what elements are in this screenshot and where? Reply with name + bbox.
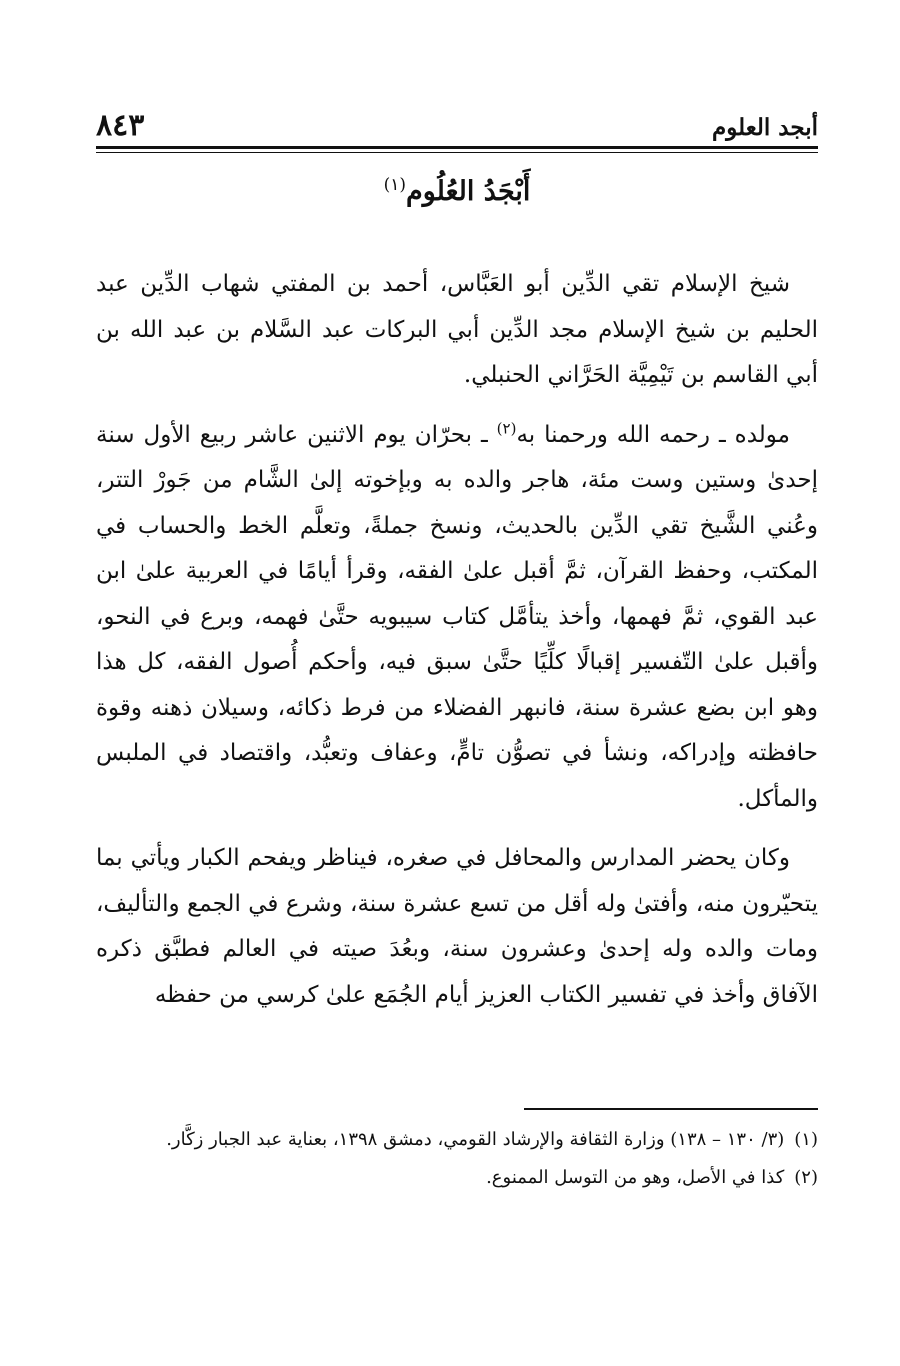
- footnote-separator: [524, 1108, 818, 1110]
- footnote-1-text: (٣/ ١٣٠ – ١٣٨) وزارة الثقافة والإرشاد القومي، دمشق ١٣٩٨، بعناية عبد الجبار زكَّار.: [166, 1129, 785, 1150]
- footnotes: [96, 1122, 818, 1198]
- footnote-2-text: كذا في الأصل، وهو من التوسل الممنوع.: [486, 1167, 785, 1188]
- section-title-text: أَبْجَدُ العُلُوم: [406, 176, 531, 207]
- footnote-1: [96, 1122, 818, 1158]
- header-rule-thick: [96, 146, 818, 149]
- paragraph-1: شيخ الإسلام تقي الدِّين أبو العَبَّاس، أحمد بن المفتي شهاب الدِّين عبد الحليم بن شيخ الإسلام مجد الدِّين أبي البركات عبد السَّلام بن عبد الله بن أبي القاسم بن تَيْمِيَّة الحَرَّاني الحنبلي.: [96, 271, 818, 388]
- running-header: [96, 108, 818, 148]
- paragraph-2: [96, 413, 818, 823]
- paragraph-2-rest: ـ بحرّان يوم الاثنين عاشر ربيع الأول سنة إحدىٰ وستين وست مئة، هاجر والده به وبإخوته إلىٰ الشَّام من جَورْ التتر، وعُني الشَّيخ تقي الدِّين بالحديث، ونسخ جملةً، وتعلَّم الخط والحساب في المكتب، وحفظ القرآن، ثمَّ أقبل علىٰ الفقه، وقرأ أيامًا في العربية علىٰ ابن عبد القوي، ثمَّ فهمها، وأخذ يتأمَّل كتاب سيبويه حتَّىٰ فهمه، وبرع في النحو، وأقبل علىٰ التّفسير إقبالًا كلِّيًا حتَّىٰ سبق فيه، وأحكم أُصول الفقه، كل هذا وهو ابن بضع عشرة سنة، فانبهر الفضلاء من فرط ذكائه، وسيلان ذهنه وقوة حافظته وإدراكه، ونشأ في تصوُّن تامٍّ، وعفاف وتعبُّد، واقتصاد في الملبس والمأكل.: [96, 421, 818, 812]
- section-title: [96, 175, 818, 207]
- paragraph-2-footnote-ref: (٢): [496, 418, 517, 437]
- footnote-2-number: (٢): [794, 1167, 818, 1188]
- header-rule-thin: [96, 152, 818, 153]
- paragraph-3: وكان يحضر المدارس والمحافل في صغره، فيناظر ويفحم الكبار ويأتي بما يتحيّرون منه، وأفتىٰ وله أقل من تسع عشرة سنة، وشرع في الجمع والتأليف، ومات والده وله إحدىٰ وعشرون سنة، وبعُدَ صيته في العالم فطبَّق ذكره الآفاق وأخذ في تفسير الكتاب العزيز أيام الجُمَع علىٰ كرسي من حفظه: [96, 845, 818, 1008]
- running-header-title: أبجد العلوم: [712, 114, 818, 141]
- body-text: [96, 262, 818, 1032]
- paragraph-2-start: مولده ـ رحمه الله ورحمنا به: [516, 421, 790, 448]
- footnote-1-number: (١): [794, 1129, 818, 1150]
- page-number: ٨٤٣: [96, 108, 145, 143]
- section-title-footnote-ref: (١): [383, 175, 407, 195]
- footnote-2: [96, 1160, 818, 1196]
